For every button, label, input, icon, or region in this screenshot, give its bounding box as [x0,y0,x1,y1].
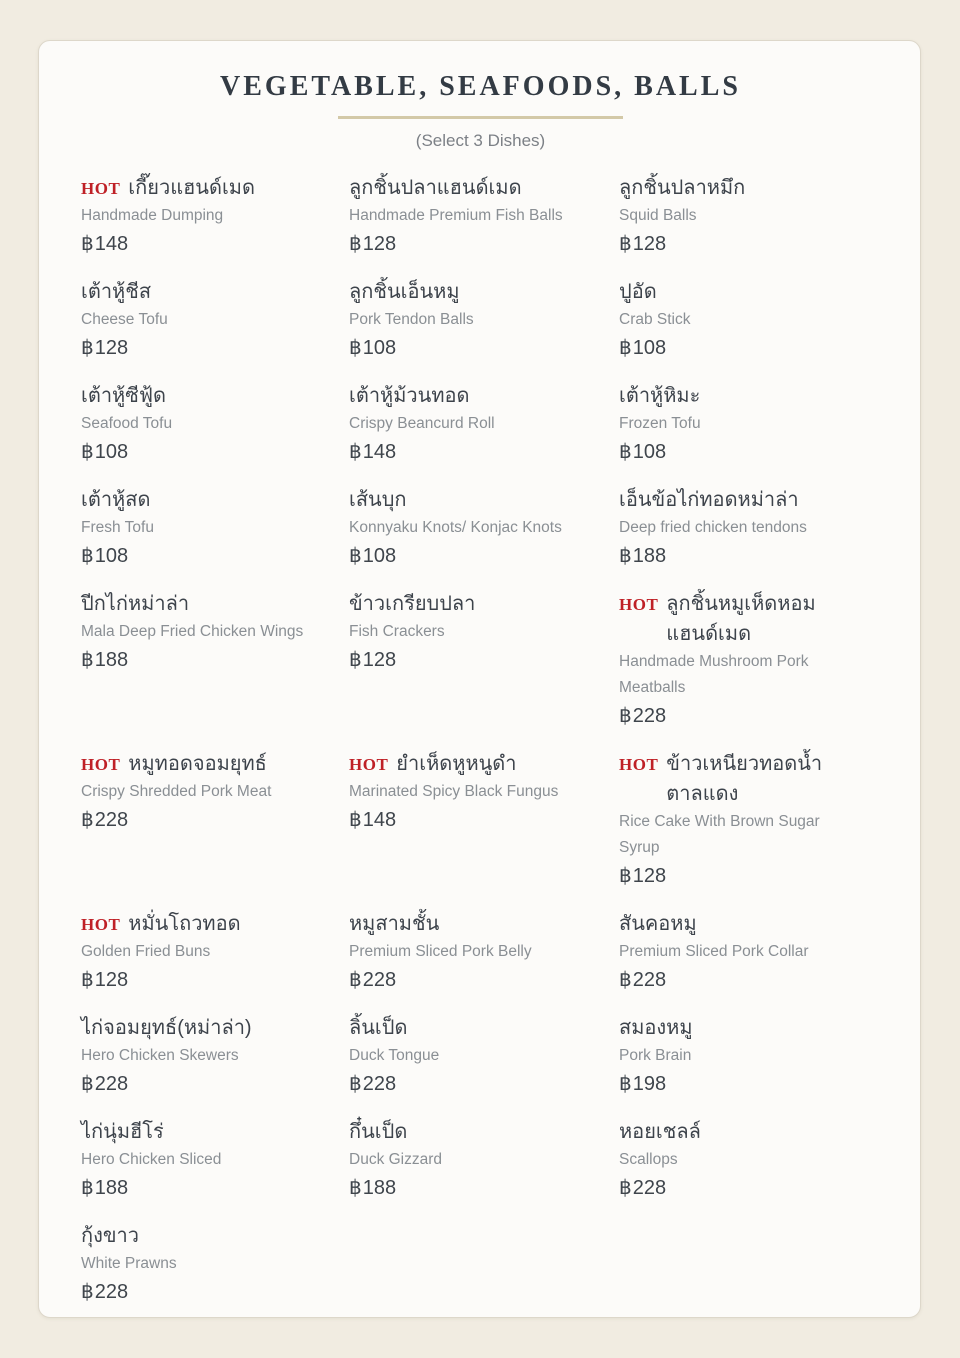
item-name-thai: กึ๋นเป็ด [349,1121,408,1143]
item-price [81,805,321,835]
title-divider [338,116,623,119]
menu-item [619,485,882,571]
item-price [349,229,591,259]
item-name-thai: สันคอหมู [619,913,697,935]
item-price [81,965,321,995]
item-name-row [81,277,321,307]
menu-item [81,277,349,363]
item-name-row [349,277,591,307]
menu-item [81,381,349,467]
baht-currency-symbol: ฿ [619,705,632,727]
menu-item [81,173,349,259]
baht-currency-symbol: ฿ [81,969,94,991]
item-name-row [81,1221,321,1251]
item-name-thai: เต้าหู้หิมะ [619,385,701,407]
item-name-english: Fish Crackers [349,623,445,640]
item-name-row [349,1117,591,1147]
item-name-english: Squid Balls [619,207,697,224]
item-price [81,229,321,259]
item-name-english: Mala Deep Fried Chicken Wings [81,623,304,640]
item-name-english: Pork Tendon Balls [349,311,474,328]
price-amount: 228 [362,1073,397,1095]
baht-currency-symbol: ฿ [619,233,632,255]
page-title: VEGETABLE, SEAFOODS, BALLS [220,71,741,102]
price-amount: 228 [94,1281,129,1303]
item-price [619,333,854,363]
item-name-english: Duck Tongue [349,1047,440,1064]
hot-badge: HOT [81,179,121,198]
baht-currency-symbol: ฿ [619,545,632,567]
item-name-english: Marinated Spicy Black Fungus [349,783,559,800]
price-amount: 108 [362,337,397,359]
baht-currency-symbol: ฿ [349,441,362,463]
item-name-english: Crispy Beancurd Roll [349,415,495,432]
menu-item [349,277,619,363]
item-name-thai: ลูกชิ้นปลาหมึก [619,177,746,199]
menu-item [619,1117,882,1203]
item-name-thai: เกี๊ยวแฮนด์เมด [128,177,255,199]
item-price [349,437,591,467]
item-name-english: Crispy Shredded Pork Meat [81,783,272,800]
price-amount: 128 [632,233,667,255]
item-name-thai: หมั่นโถวทอด [128,913,241,935]
item-name-english: Rice Cake With Brown Sugar Syrup [619,813,820,856]
item-name-row [349,909,591,939]
menu-item [619,381,882,467]
price-amount: 108 [362,545,397,567]
baht-currency-symbol: ฿ [349,1073,362,1095]
item-name-row [619,381,854,411]
menu-item [81,1221,349,1307]
price-amount: 228 [632,969,667,991]
price-amount: 188 [632,545,667,567]
item-name-row [619,749,854,809]
item-name-row [81,589,321,619]
menu-item [349,589,619,675]
menu-item [349,909,619,995]
menu-card [38,40,921,1318]
hot-badge: HOT [349,755,389,774]
hot-badge: HOT [81,755,121,774]
item-name-thai: ข้าวเกรียบปลา [349,593,476,615]
price-amount: 108 [632,337,667,359]
item-name-thai: หอยเชลล์ [619,1121,701,1143]
item-price [349,333,591,363]
item-price [349,645,591,675]
item-price [349,1173,591,1203]
item-price [619,1173,854,1203]
item-name-row [619,909,854,939]
menu-item [81,485,349,571]
item-name-english: Pork Brain [619,1047,692,1064]
item-name-row [349,485,591,515]
item-name-thai: ปูอัด [619,281,657,303]
item-name-row [81,909,321,939]
baht-currency-symbol: ฿ [349,233,362,255]
item-name-row [619,485,854,515]
price-amount: 128 [362,649,397,671]
baht-currency-symbol: ฿ [349,809,362,831]
price-amount: 188 [94,1177,129,1199]
baht-currency-symbol: ฿ [81,1073,94,1095]
item-price [619,437,854,467]
item-name-english: Premium Sliced Pork Collar [619,943,809,960]
menu-item [619,749,882,891]
item-name-english: Crab Stick [619,311,691,328]
item-name-thai: ลิ้นเป็ด [349,1017,408,1039]
item-name-english: Konnyaku Knots/ Konjac Knots [349,519,562,536]
item-price [619,701,854,731]
item-name-row [619,1117,854,1147]
menu-item [349,1013,619,1099]
item-name-row [81,1117,321,1147]
menu-item [81,1013,349,1099]
item-name-row [349,173,591,203]
menu-grid [81,173,880,1307]
baht-currency-symbol: ฿ [81,1281,94,1303]
item-price [81,333,321,363]
price-amount: 188 [362,1177,397,1199]
price-amount: 108 [94,441,129,463]
baht-currency-symbol: ฿ [81,545,94,567]
hot-badge: HOT [619,595,659,614]
menu-item [81,909,349,995]
item-name-row [619,173,854,203]
item-name-row [81,749,321,779]
item-name-english: Handmade Dumping [81,207,224,224]
item-name-row [81,485,321,515]
item-name-english: Hero Chicken Sliced [81,1151,222,1168]
item-name-row [349,1013,591,1043]
baht-currency-symbol: ฿ [349,649,362,671]
item-name-thai: ปีกไก่หม่าล่า [81,593,190,615]
menu-item [349,749,619,835]
item-price [619,965,854,995]
item-name-row [619,1013,854,1043]
item-name-thai: เต้าหู้ซีฟู้ด [81,385,166,407]
item-price [81,541,321,571]
menu-item [619,173,882,259]
baht-currency-symbol: ฿ [619,441,632,463]
item-name-english: Golden Fried Buns [81,943,211,960]
item-name-english: Fresh Tofu [81,519,154,536]
price-amount: 228 [632,705,667,727]
item-name-row [349,589,591,619]
menu-item [349,1117,619,1203]
item-name-thai: เอ็นข้อไก่ทอดหม่าล่า [619,489,799,511]
item-name-english: Frozen Tofu [619,415,701,432]
item-name-english: Deep fried chicken tendons [619,519,807,536]
baht-currency-symbol: ฿ [81,441,94,463]
item-price [349,1069,591,1099]
price-amount: 188 [94,649,129,671]
baht-currency-symbol: ฿ [81,1177,94,1199]
price-amount: 228 [632,1177,667,1199]
item-name-row [81,173,321,203]
item-name-english: Seafood Tofu [81,415,173,432]
price-amount: 108 [632,441,667,463]
item-name-english: Scallops [619,1151,678,1168]
item-price [81,1277,321,1307]
menu-item [349,381,619,467]
item-price [619,861,854,891]
hot-badge: HOT [619,755,659,774]
item-price [81,437,321,467]
price-amount: 148 [362,809,397,831]
price-amount: 128 [632,865,667,887]
price-amount: 128 [362,233,397,255]
item-price [81,645,321,675]
item-price [619,1069,854,1099]
item-name-row [81,381,321,411]
price-amount: 228 [94,809,129,831]
item-name-english: Handmade Premium Fish Balls [349,207,563,224]
item-price [349,965,591,995]
item-name-thai: ไก่นุ่มฮีโร่ [81,1121,164,1143]
item-name-thai: หมูทอดจอมยุทธ์ [128,753,267,775]
item-price [349,805,591,835]
item-name-thai: เส้นบุก [349,489,407,511]
item-name-thai: เต้าหู้สด [81,489,151,511]
item-name-english: Handmade Mushroom Pork Meatballs [619,653,809,696]
item-name-thai: ยำเห็ดหูหนูดำ [396,753,517,775]
baht-currency-symbol: ฿ [619,1177,632,1199]
item-name-row [619,277,854,307]
item-name-row [349,749,591,779]
item-name-thai: ลูกชิ้นปลาแฮนด์เมด [349,177,522,199]
price-amount: 228 [94,1073,129,1095]
price-amount: 108 [94,545,129,567]
price-amount: 128 [94,337,129,359]
item-name-thai: เต้าหู้ชีส [81,281,152,303]
item-price [619,229,854,259]
price-amount: 128 [94,969,129,991]
baht-currency-symbol: ฿ [349,545,362,567]
select-count-note: (Select 3 Dishes) [415,131,546,150]
item-name-thai: ไก่จอมยุทธ์(หม่าล่า) [81,1017,252,1039]
baht-currency-symbol: ฿ [619,865,632,887]
item-name-english: Hero Chicken Skewers [81,1047,239,1064]
item-name-thai: เต้าหู้ม้วนทอด [349,385,470,407]
price-amount: 228 [362,969,397,991]
baht-currency-symbol: ฿ [619,1073,632,1095]
price-amount: 148 [94,233,129,255]
item-price [619,541,854,571]
item-name-thai: หมูสามชั้น [349,913,440,935]
item-name-english: Cheese Tofu [81,311,168,328]
price-amount: 198 [632,1073,667,1095]
baht-currency-symbol: ฿ [349,969,362,991]
item-name-thai: สมองหมู [619,1017,693,1039]
menu-item [619,589,882,731]
item-name-thai: ลูกชิ้นหมูเห็ดหอมแฮนด์​เมด [666,593,816,645]
item-name-row [81,1013,321,1043]
item-name-row [349,381,591,411]
menu-item [349,173,619,259]
item-name-english: Premium Sliced Pork Belly [349,943,532,960]
baht-currency-symbol: ฿ [349,337,362,359]
menu-item [81,749,349,835]
baht-currency-symbol: ฿ [349,1177,362,1199]
item-name-row [619,589,854,649]
baht-currency-symbol: ฿ [619,337,632,359]
baht-currency-symbol: ฿ [81,337,94,359]
menu-item [349,485,619,571]
price-amount: 148 [362,441,397,463]
baht-currency-symbol: ฿ [81,809,94,831]
menu-item [619,1013,882,1099]
item-name-thai: ข้าวเหนียวทอดน้ำตาล​แดง [666,753,823,805]
item-name-english: White Prawns [81,1255,177,1272]
baht-currency-symbol: ฿ [619,969,632,991]
menu-item [619,277,882,363]
menu-item [619,909,882,995]
menu-item [81,1117,349,1203]
item-price [81,1069,321,1099]
item-name-thai: ลูกชิ้นเอ็นหมู [349,281,460,303]
baht-currency-symbol: ฿ [81,649,94,671]
hot-badge: HOT [81,915,121,934]
menu-item [81,589,349,675]
item-name-thai: กุ้งขาว [81,1225,140,1247]
item-price [81,1173,321,1203]
item-name-english: Duck Gizzard [349,1151,443,1168]
item-price [349,541,591,571]
baht-currency-symbol: ฿ [81,233,94,255]
